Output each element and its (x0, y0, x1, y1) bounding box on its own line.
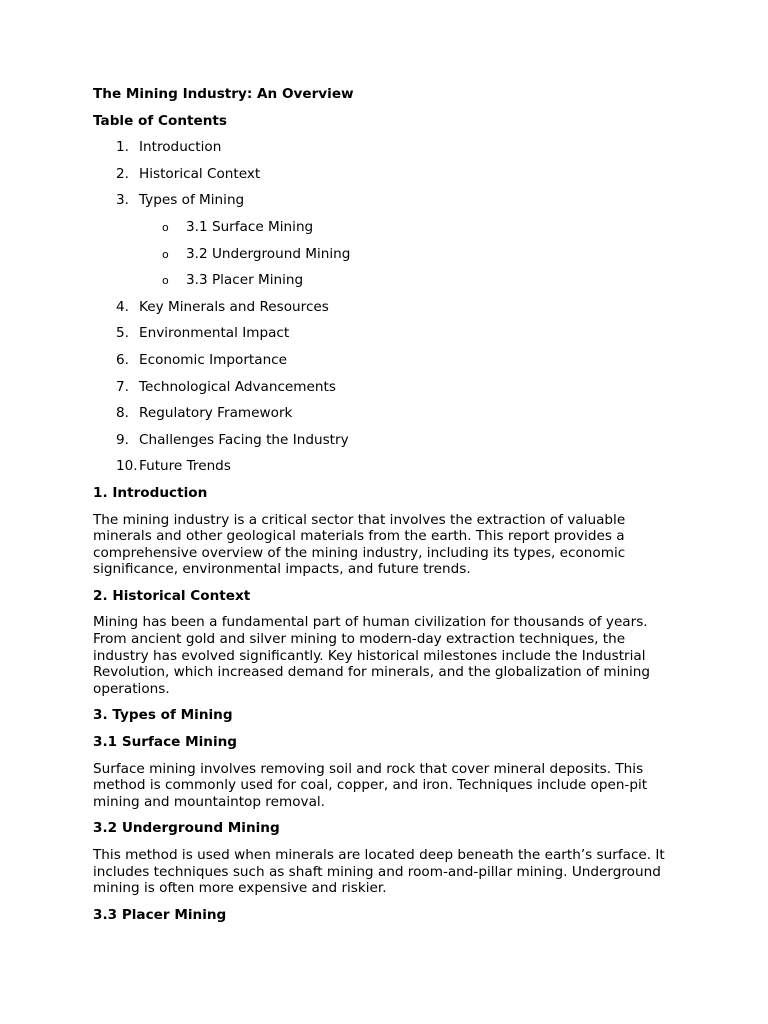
toc-number: 7. (116, 378, 129, 395)
toc-label: Economic Importance (139, 351, 288, 368)
toc-number: 9. (116, 431, 129, 448)
table-of-contents (93, 139, 683, 485)
toc-number: 1. (116, 139, 129, 156)
toc-item (93, 432, 683, 459)
document-title: The Mining Industry: An Overview (93, 86, 354, 102)
bullet-icon: o (162, 247, 169, 261)
section-body-introduction: The mining industry is a critical sector that involves the extraction of valuable minerals and other geological materials from the earth. This report provides a comprehensive overview of the mining industry, including its types, economic significance, environmental impacts, and future trends. (93, 511, 626, 578)
bullet-icon: o (162, 274, 169, 288)
section-title-historical-context: 2. Historical Context (93, 587, 251, 604)
section-title-types-of-mining: 3. Types of Mining (93, 707, 233, 724)
toc-item (93, 166, 683, 193)
section-body-historical-context: Mining has been a fundamental part of human civilization for thousands of years. From ancient gold and silver mining to modern-day extraction techniques, the industry has evolved significantly. Key historical milestones include the Industrial Revolution, which increased demand for minerals, and the globalization of mining operations. (93, 614, 651, 697)
toc-subitem (93, 246, 683, 273)
document-page (93, 86, 683, 933)
toc-item (93, 192, 683, 219)
toc-label: Environmental Impact (139, 325, 290, 342)
section-title-underground-mining: 3.2 Underground Mining (93, 820, 280, 837)
toc-number: 2. (116, 165, 129, 182)
toc-label: Regulatory Framework (139, 405, 293, 422)
toc-number: 10. (116, 458, 138, 475)
toc-label: Historical Context (139, 165, 261, 182)
toc-number: 4. (116, 298, 129, 315)
bullet-icon: o (162, 220, 169, 234)
toc-number: 5. (116, 325, 129, 342)
toc-subitem (93, 219, 683, 246)
toc-item (93, 379, 683, 406)
toc-label: Types of Mining (139, 192, 245, 209)
toc-item (93, 352, 683, 379)
toc-label: Challenges Facing the Industry (139, 431, 349, 448)
toc-number: 6. (116, 351, 129, 368)
toc-sublabel: 3.1 Surface Mining (186, 218, 314, 235)
section-body-surface-mining: Surface mining involves removing soil and rock that cover mineral deposits. This method is commonly used for coal, copper, and iron. Techniques include open-pit mining and mountaintop removal. (93, 760, 648, 810)
section-title-surface-mining: 3.1 Surface Mining (93, 734, 238, 751)
toc-label: Introduction (139, 139, 222, 156)
section-body-underground-mining: This method is used when minerals are located deep beneath the earth’s surface. It includes techniques such as shaft mining and room-and-pillar mining. Underground mining is often more expensive and riskier. (93, 847, 665, 897)
toc-label: Technological Advancements (139, 378, 336, 395)
toc-label: Key Minerals and Resources (139, 298, 329, 315)
toc-item (93, 139, 683, 166)
toc-sublabel: 3.2 Underground Mining (186, 245, 351, 262)
toc-subitem (93, 272, 683, 299)
toc-heading: Table of Contents (93, 112, 227, 129)
toc-sublabel: 3.3 Placer Mining (186, 272, 304, 289)
section-title-introduction: 1. Introduction (93, 484, 208, 501)
toc-item (93, 405, 683, 432)
toc-item (93, 325, 683, 352)
toc-label: Future Trends (139, 458, 231, 475)
toc-number: 8. (116, 405, 129, 422)
toc-item (93, 458, 683, 485)
section-title-placer-mining: 3.3 Placer Mining (93, 906, 227, 923)
toc-number: 3. (116, 192, 129, 209)
toc-item (93, 299, 683, 326)
